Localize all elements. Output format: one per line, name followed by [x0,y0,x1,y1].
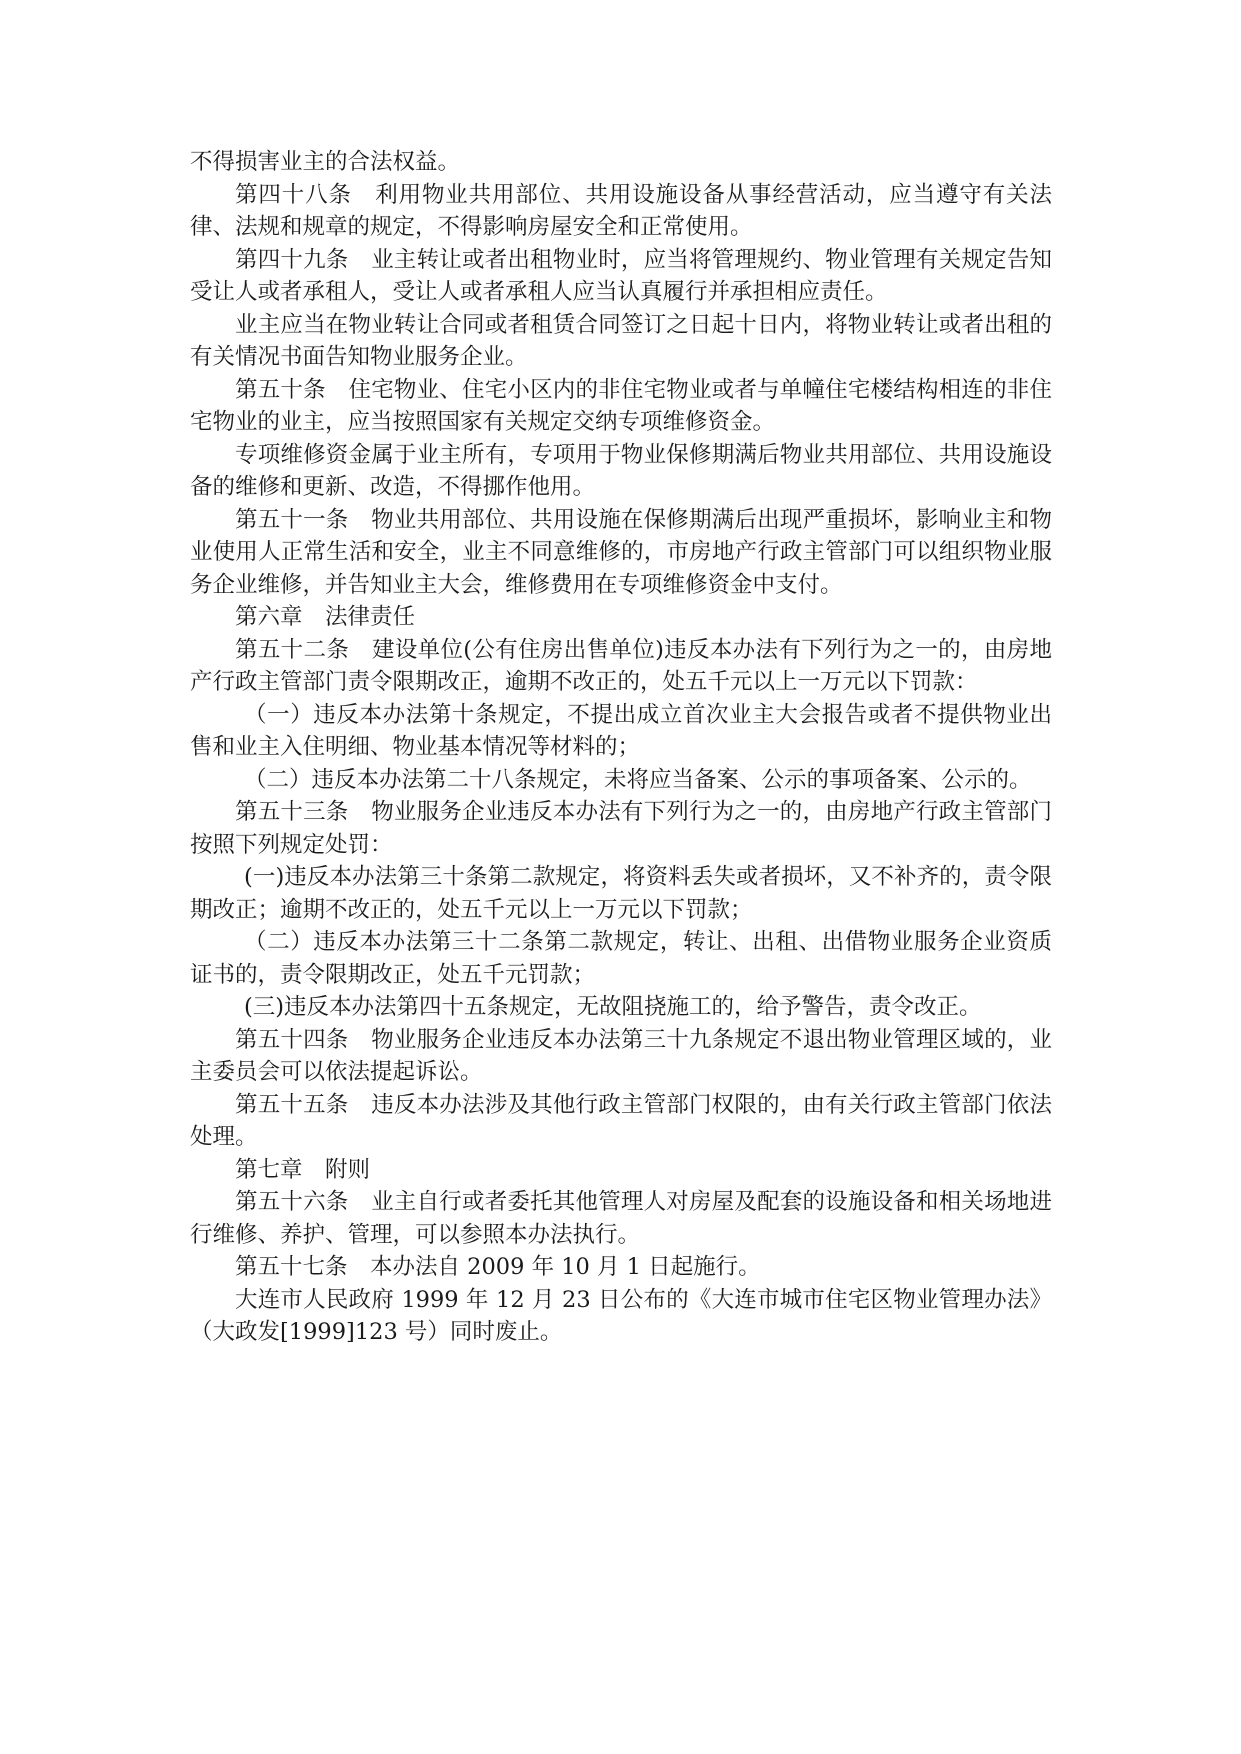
article-label: 第五十五条 [235,1091,349,1118]
article-51 [190,504,1052,602]
chapter-title: 法律责任 [325,604,416,630]
paragraph-text: 不得损害业主的合法权益。 [190,149,461,175]
paragraph-text: 业主应当在物业转让合同或者租赁合同签订之日起十日内，将物业转让或者出租的有关情况书面告知物业服务企业。 [190,311,1052,370]
article-50 [190,374,1052,439]
chapter-heading [190,601,1052,634]
article-label: 第五十六条 [235,1189,349,1215]
article-text: 建设单位(公有住房出售单位)违反本办法有下列行为之一的，由房地产行政主管部门责令限期改正，逾期不改正的，处五千元以上一万元以下罚款： [190,636,1052,695]
article-text: 物业服务企业违反本办法有下列行为之一的，由房地产行政主管部门按照下列规定处罚： [190,799,1052,858]
article-text: 违反本办法涉及其他行政主管部门权限的，由有关行政主管部门依法处理。 [190,1091,1052,1150]
list-item [190,699,1052,764]
article-text: 业主转让或者出租物业时，应当将管理规约、物业管理有关规定告知受让人或者承租人，受让人或者承租人应当认真履行并承担相应责任。 [190,246,1052,305]
article-52 [190,634,1052,699]
article-text: 物业共用部位、共用设施在保修期满后出现严重损坏，影响业主和物业使用人正常生活和安全，业主不同意维修的，市房地产行政主管部门可以组织物业服务企业维修，并告知业主大会，维修费用在专项维修资金中支付。 [190,506,1052,598]
article-label: 第五十条 [235,376,326,403]
chapter-heading [190,1154,1052,1187]
paragraph [190,439,1052,504]
paragraph-text: 大连市人民政府 1999 年 12 月 23 日公布的《大连市城市住宅区物业管理办法》（大政发[1999]123 号）同时废止。 [190,1286,1052,1345]
article-56 [190,1186,1052,1251]
chapter-label: 第七章 [235,1156,303,1183]
article-55 [190,1089,1052,1154]
article-text: 业主自行或者委托其他管理人对房屋及配套的设施设备和相关场地进行维修、养护、管理，可以参照本办法执行。 [190,1189,1052,1248]
article-text: 物业服务企业违反本办法第三十九条规定不退出物业管理区域的，业主委员会可以依法提起诉讼。 [190,1026,1052,1085]
paragraph [190,1284,1052,1349]
article-label: 第四十八条 [235,181,352,208]
list-item [190,926,1052,991]
article-label: 第五十七条 [235,1254,348,1280]
article-label: 第五十四条 [235,1026,349,1053]
item-text: (一)违反本办法第三十条第二款规定，将资料丢失或者损坏，又不补齐的，责令限期改正；逾期不改正的，处五千元以上一万元以下罚款； [190,864,1052,923]
chapter-title: 附则 [325,1156,371,1183]
article-label: 第五十一条 [235,506,349,533]
item-text: （二）违反本办法第二十八条规定，未将应当备案、公示的事项备案、公示的。 [244,766,1032,793]
paragraph [190,309,1052,374]
paragraph-text: 专项维修资金属于业主所有，专项用于物业保修期满后物业共用部位、共用设施设备的维修和更新、改造，不得挪作他用。 [190,441,1052,500]
article-text: 利用物业共用部位、共用设施设备从事经营活动，应当遵守有关法律、法规和规章的规定，不得影响房屋安全和正常使用。 [190,181,1052,240]
article-text: 本办法自 2009 年 10 月 1 日起施行。 [370,1254,761,1280]
article-48 [190,179,1052,244]
article-label: 第五十二条 [235,636,350,663]
article-53 [190,796,1052,861]
article-49 [190,244,1052,309]
article-label: 第四十九条 [235,246,349,273]
chapter-label: 第六章 [235,604,303,630]
article-57 [190,1251,1052,1284]
list-item [190,861,1052,926]
item-text: （二）违反本办法第三十二条第二款规定，转让、出租、出借物业服务企业资质证书的，责令限期改正，处五千元罚款； [190,929,1052,988]
document-page [190,146,1052,1349]
paragraph-continuation [190,146,1052,179]
article-54 [190,1024,1052,1089]
article-label: 第五十三条 [235,799,349,825]
list-item [190,991,1052,1024]
item-text: （一）违反本办法第十条规定，不提出成立首次业主大会报告或者不提供物业出售和业主入住明细、物业基本情况等材料的； [190,701,1052,760]
list-item [190,764,1052,797]
item-text: (三)违反本办法第四十五条规定，无故阻挠施工的，给予警告，责令改正。 [244,994,982,1020]
article-text: 住宅物业、住宅小区内的非住宅物业或者与单幢住宅楼结构相连的非住宅物业的业主，应当按照国家有关规定交纳专项维修资金。 [190,376,1052,435]
